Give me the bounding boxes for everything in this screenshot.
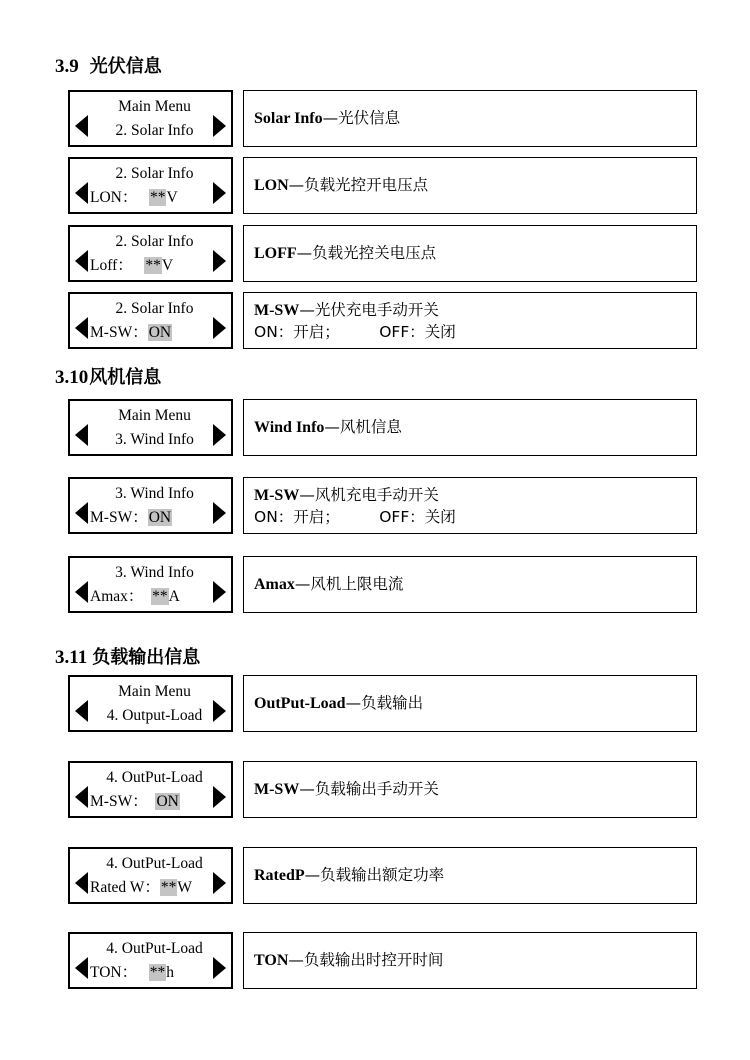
description-text: 负载输出 — [361, 694, 424, 712]
description-text: 负载输出时控开时间 — [303, 951, 444, 969]
description-text: 负载光控开电压点 — [304, 176, 429, 194]
description-main-line — [254, 864, 686, 887]
description-box — [243, 90, 697, 147]
lcd-field-label: Amax： — [90, 587, 152, 605]
triangle-right-icon[interactable] — [213, 700, 226, 722]
lcd-line-2 — [88, 961, 213, 985]
lcd-line-2 — [88, 585, 213, 609]
description-dash: — — [299, 780, 315, 798]
description-term: OutPut-Load — [254, 695, 346, 712]
lcd-line-2 — [88, 790, 213, 814]
description-main-line — [254, 416, 686, 439]
lcd-screen[interactable] — [68, 399, 233, 456]
description-main-line — [254, 299, 686, 322]
description-box — [243, 932, 697, 989]
description-term: M-SW — [254, 486, 300, 504]
lcd-field-label: TON： — [90, 963, 149, 981]
section-heading-3-10 — [55, 367, 161, 389]
lcd-line-1: 3. Wind Info — [115, 563, 194, 581]
triangle-right-icon[interactable] — [213, 250, 226, 272]
description-main-line — [254, 484, 686, 507]
lcd-value-highlighted[interactable]: ** — [145, 256, 161, 274]
lcd-value-highlighted[interactable]: ** — [160, 878, 177, 896]
lcd-text — [88, 680, 213, 728]
section-title: 风机信息 — [89, 367, 162, 388]
description-main-line — [254, 949, 686, 972]
description-main-line — [254, 692, 686, 715]
description-text: 风机上限电流 — [310, 575, 404, 593]
lcd-text — [88, 230, 213, 278]
description-box — [243, 225, 697, 282]
description-dash: — — [299, 485, 315, 504]
description-term: LOFF — [254, 245, 297, 262]
triangle-right-icon[interactable] — [213, 424, 226, 446]
description-dash: — — [294, 575, 311, 593]
triangle-left-icon[interactable] — [75, 786, 88, 808]
description-box — [243, 399, 697, 456]
lcd-value-highlighted[interactable]: ON — [148, 508, 172, 526]
lcd-value-unit: h — [166, 963, 174, 981]
description-box — [243, 556, 697, 613]
lcd-text — [88, 162, 213, 210]
lcd-field-label: M-SW： — [90, 508, 148, 526]
description-text: 光伏充电手动开关 — [314, 300, 439, 319]
triangle-left-icon[interactable] — [75, 872, 88, 894]
description-box — [243, 761, 697, 818]
lcd-line-2 — [88, 186, 213, 210]
lcd-line-1: Main Menu — [118, 406, 191, 424]
description-main-line — [254, 107, 686, 130]
lcd-line-2 — [88, 704, 213, 728]
lcd-line-1: 4. OutPut-Load — [106, 854, 203, 872]
description-text: 负载输出额定功率 — [320, 866, 445, 884]
lcd-line-1: 2. Solar Info — [115, 232, 194, 250]
lcd-screen[interactable] — [68, 932, 233, 989]
lcd-value-highlighted[interactable]: ** — [149, 963, 166, 981]
lcd-value-highlighted[interactable]: ON — [156, 792, 179, 810]
lcd-screen[interactable] — [68, 225, 233, 282]
section-heading-3-11 — [55, 647, 200, 669]
lcd-screen[interactable] — [68, 556, 233, 613]
description-dash: — — [345, 694, 362, 712]
lcd-line-2 — [88, 876, 213, 900]
lcd-text — [88, 297, 213, 345]
lcd-line-1: Main Menu — [118, 97, 191, 115]
section-number: 3.11 — [55, 647, 88, 668]
lcd-line-1: 3. Wind Info — [115, 484, 194, 502]
description-sub-line: ON：开启； OFF：关闭 — [254, 507, 456, 526]
triangle-left-icon[interactable] — [75, 250, 88, 272]
description-dash: — — [324, 418, 340, 436]
lcd-field-label: M-SW： — [90, 323, 148, 341]
lcd-field-label: Loff： — [90, 256, 145, 274]
lcd-value-unit: V — [161, 256, 174, 274]
section-number: 3.9 — [55, 56, 79, 77]
lcd-line-2 — [88, 428, 213, 452]
triangle-left-icon[interactable] — [75, 502, 88, 524]
triangle-left-icon[interactable] — [75, 424, 88, 446]
description-sub-line: ON：开启； OFF：关闭 — [254, 322, 456, 341]
section-title: 光伏信息 — [89, 56, 162, 77]
lcd-text — [88, 852, 213, 900]
description-box — [243, 847, 697, 904]
lcd-line-1: 2. Solar Info — [115, 299, 194, 317]
triangle-left-icon[interactable] — [75, 115, 88, 137]
lcd-field-label: 2. Solar Info — [115, 121, 194, 139]
triangle-left-icon[interactable] — [75, 957, 88, 979]
description-text: 风机信息 — [339, 418, 402, 436]
triangle-right-icon[interactable] — [213, 502, 226, 524]
lcd-screen[interactable] — [68, 90, 233, 147]
lcd-screen[interactable] — [68, 761, 233, 818]
description-term: Amax — [254, 576, 295, 593]
lcd-line-1: Main Menu — [118, 682, 191, 700]
description-box — [243, 477, 697, 534]
lcd-line-2 — [88, 321, 213, 345]
description-term: M-SW — [254, 781, 300, 798]
description-box — [243, 157, 697, 214]
lcd-field-label: 4. Output-Load — [106, 706, 203, 724]
description-term: LON — [254, 177, 289, 194]
lcd-field-label: LON： — [90, 188, 149, 206]
lcd-text — [88, 937, 213, 985]
lcd-value-unit: V — [166, 188, 178, 206]
lcd-screen[interactable] — [68, 847, 233, 904]
description-term: M-SW — [254, 301, 300, 319]
description-text: 风机充电手动开关 — [314, 485, 439, 504]
lcd-line-2 — [88, 119, 213, 143]
lcd-value-unit: W — [177, 878, 193, 896]
description-box — [243, 675, 697, 732]
section-number: 3.10 — [55, 367, 89, 388]
description-dash: — — [304, 866, 321, 884]
description-dash: — — [322, 109, 339, 127]
description-main-line — [254, 573, 686, 596]
description-term: TON — [254, 952, 289, 969]
triangle-right-icon[interactable] — [213, 957, 226, 979]
description-dash: — — [296, 244, 313, 262]
triangle-right-icon[interactable] — [213, 115, 226, 137]
lcd-screen[interactable] — [68, 157, 233, 214]
lcd-line-2 — [88, 506, 213, 530]
description-main-line — [254, 242, 686, 265]
lcd-screen[interactable] — [68, 675, 233, 732]
triangle-left-icon[interactable] — [75, 317, 88, 339]
description-dash: — — [299, 300, 315, 319]
triangle-right-icon[interactable] — [213, 872, 226, 894]
section-heading-3-9 — [55, 56, 162, 78]
lcd-value-highlighted[interactable]: ** — [152, 587, 168, 605]
lcd-value-unit: A — [168, 587, 180, 605]
description-dash: — — [288, 951, 304, 969]
lcd-text — [88, 766, 213, 814]
lcd-value-highlighted[interactable]: ** — [149, 188, 166, 206]
section-title: 负载输出信息 — [92, 647, 201, 668]
triangle-left-icon[interactable] — [75, 581, 88, 603]
lcd-screen[interactable] — [68, 477, 233, 534]
triangle-right-icon[interactable] — [213, 786, 226, 808]
description-text: 光伏信息 — [338, 109, 401, 127]
lcd-text — [88, 404, 213, 452]
lcd-text — [88, 561, 213, 609]
lcd-screen[interactable] — [68, 292, 233, 349]
triangle-left-icon[interactable] — [75, 700, 88, 722]
description-term: RatedP — [254, 867, 305, 884]
triangle-left-icon[interactable] — [75, 182, 88, 204]
triangle-right-icon[interactable] — [213, 317, 226, 339]
lcd-field-label: 3. Wind Info — [115, 430, 194, 448]
description-box — [243, 292, 697, 349]
description-term: Wind Info — [254, 419, 325, 436]
description-text: 负载光控关电压点 — [312, 244, 437, 262]
lcd-line-1: 4. OutPut-Load — [106, 939, 203, 957]
description-term: Solar Info — [254, 110, 323, 127]
description-text: 负载输出手动开关 — [314, 780, 439, 798]
triangle-right-icon[interactable] — [213, 581, 226, 603]
description-main-line — [254, 778, 686, 801]
lcd-line-1: 4. OutPut-Load — [106, 768, 203, 786]
triangle-right-icon[interactable] — [213, 182, 226, 204]
lcd-field-label: Rated W： — [90, 878, 160, 896]
lcd-value-highlighted[interactable]: ON — [148, 323, 172, 341]
lcd-text — [88, 95, 213, 143]
lcd-line-1: 2. Solar Info — [115, 164, 194, 182]
description-main-line — [254, 174, 686, 197]
lcd-field-label: M-SW： — [90, 792, 156, 810]
lcd-line-2 — [88, 254, 213, 278]
lcd-text — [88, 482, 213, 530]
description-dash: — — [288, 176, 305, 194]
